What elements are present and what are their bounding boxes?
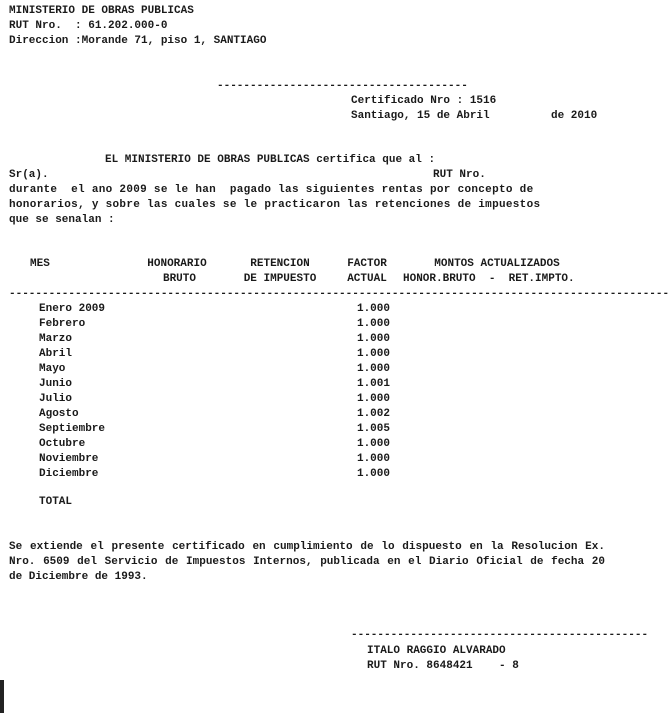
table-row-month: Julio — [39, 393, 73, 405]
col-header-honorario: HONORARIO — [147, 258, 207, 270]
table-row-factor: 1.000 — [356, 363, 390, 375]
table-row-factor: 1.000 — [356, 453, 390, 465]
scan-edge-mark — [0, 680, 4, 713]
col-header-bruto: BRUTO — [162, 273, 196, 285]
intro-line-1: durante el ano 2009 se le han pagado las siguientes rentas por concepto de — [9, 184, 534, 196]
table-row-factor: 1.000 — [356, 348, 390, 360]
signatory-name: ITALO RAGGIO ALVARADO — [367, 645, 506, 657]
table-row-factor: 1.005 — [356, 423, 390, 435]
table-row-factor: 1.000 — [356, 438, 390, 450]
intro-line-2: honorarios, y sobre las cuales se le practicaron las retenciones de impuestos — [9, 199, 541, 211]
table-row-factor: 1.000 — [356, 468, 390, 480]
intro-line-3: que se senalan : — [9, 214, 115, 226]
table-row-month: Junio — [39, 378, 73, 390]
org-address: Direccion :Morande 71, piso 1, SANTIAGO — [9, 35, 267, 47]
table-row-factor: 1.001 — [356, 378, 390, 390]
table-row-month: Octubre — [39, 438, 86, 450]
total-label: TOTAL — [39, 496, 73, 508]
org-rut: RUT Nro. : 61.202.000-0 — [9, 20, 168, 32]
table-row-factor: 1.000 — [356, 318, 390, 330]
table-row-month: Noviembre — [39, 453, 99, 465]
signature-line: --------------------------------------------- — [351, 629, 649, 641]
table-row-month: Enero 2009 — [39, 303, 106, 315]
certificate-year: de 2010 — [551, 110, 598, 122]
table-row-factor: 1.002 — [356, 408, 390, 420]
table-row-month: Diciembre — [39, 468, 99, 480]
table-row-month: Agosto — [39, 408, 79, 420]
table-row-factor: 1.000 — [356, 333, 390, 345]
table-row-month: Febrero — [39, 318, 86, 330]
col-header-retencion: RETENCION — [250, 258, 310, 270]
col-header-de-impuesto: DE IMPUESTO — [243, 273, 317, 285]
col-header-montos: MONTOS ACTUALIZADOS — [434, 258, 560, 270]
table-row-month: Septiembre — [39, 423, 106, 435]
org-name: MINISTERIO DE OBRAS PUBLICAS — [9, 5, 194, 17]
table-row-month: Mayo — [39, 363, 66, 375]
table-row-factor: 1.000 — [356, 303, 390, 315]
table-row-month: Marzo — [39, 333, 73, 345]
table-header-divider: ---------------------------------------------------------------------------------------------------- — [9, 288, 669, 300]
recipient-rut-label: RUT Nro. — [433, 169, 486, 181]
col-header-mes: MES — [30, 258, 50, 270]
recipient-label: Sr(a). — [9, 169, 49, 181]
signatory-rut: RUT Nro. 8648421 - 8 — [367, 660, 519, 672]
header-divider: -------------------------------------- — [217, 80, 468, 92]
col-header-actual: ACTUAL — [347, 273, 387, 285]
table-row-factor: 1.000 — [356, 393, 390, 405]
table-row-month: Abril — [39, 348, 73, 360]
certificate-place-date: Santiago, 15 de Abril — [351, 110, 490, 122]
col-header-factor: FACTOR — [347, 258, 387, 270]
certificate-number: Certificado Nro : 1516 — [351, 95, 497, 107]
closing-paragraph: Se extiende el presente certificado en cumplimiento de lo dispuesto en la Resolucion Ex. Nro. 6509 del Servicio de Impuestos Internos, publicada en el Diario Oficial de fecha 20 de Diciembre de 1993. — [9, 541, 605, 583]
certifies-title: EL MINISTERIO DE OBRAS PUBLICAS certifica que al : — [105, 154, 436, 166]
col-header-montos-sub: HONOR.BRUTO - RET.IMPTO. — [403, 273, 575, 285]
